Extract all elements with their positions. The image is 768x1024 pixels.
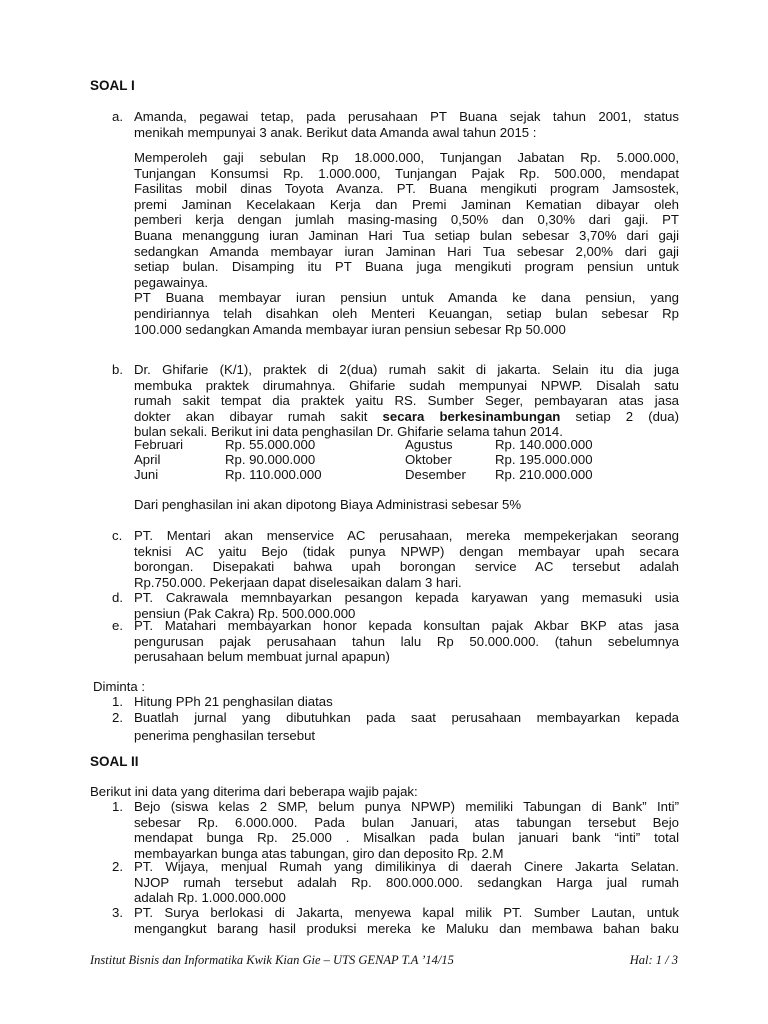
item-e-text: [134, 618, 679, 665]
soal2-item-2-marker: 2.: [112, 859, 123, 874]
income-amount-6: Rp. 210.000.000: [495, 467, 593, 482]
text-line: pengurusan pajak perusahaan tahun lalu Rp 50.000.000. (tahun sebelumnya: [134, 633, 679, 649]
text-line: sedangkan Amanda membayar iuran Jaminan Hari Tua sebesar 2,00% dari gaji: [134, 243, 679, 259]
soal-2-intro: Berikut ini data yang diterima dari beberapa wajib pajak:: [90, 784, 418, 799]
text-line: mengangkut barang hasil produksi mereka ke Maluku dan membawa bahan baku: [134, 920, 679, 936]
footer-institution: Institut Bisnis dan Informatika Kwik Kian Gie – UTS GENAP T.A ’14/15: [90, 953, 454, 967]
text-line: setiap bulan. Disamping itu PT Buana juga mengikuti program pensiun untuk: [134, 259, 679, 275]
text-line: [134, 409, 679, 425]
soal-2-heading: SOAL II: [90, 754, 139, 769]
item-a-marker: a.: [112, 109, 123, 124]
text-line: sebesar Rp. 6.000.000. Pada bulan Januari, atas tabungan tersebut Bejo: [134, 814, 679, 830]
text-line: adalah Rp. 1.000.000.000: [134, 890, 286, 906]
text-line: 100.000 sedangkan Amanda membayar iuran pensiun sebesar Rp 50.000: [134, 321, 566, 337]
text-run: dokter akan dibayar rumah sakit: [134, 408, 383, 424]
text-line: menikah mempunyai 3 anak. Berikut data Amanda awal tahun 2015 :: [134, 124, 537, 140]
text-line: pegawainya.: [134, 274, 209, 290]
text-run: setiap 2 (dua): [560, 408, 679, 424]
income-amount-2: Rp. 140.000.000: [495, 437, 593, 452]
text-line: bulan sekali. Berikut ini data penghasilan Dr. Ghifarie selama tahun 2014.: [134, 424, 563, 440]
income-month-2: Agustus: [405, 437, 453, 452]
diminta-label: Diminta :: [93, 679, 146, 694]
soal2-item-3-marker: 3.: [112, 905, 123, 920]
task-1-marker: 1.: [112, 694, 123, 709]
soal2-item-1-text: [134, 799, 679, 861]
text-line: pensiun (Pak Cakra) Rp. 500.000.000: [134, 605, 356, 621]
item-e-marker: e.: [112, 618, 123, 633]
text-line: PT. Matahari membayarkan honor kepada konsultan pajak Akbar BKP atas jasa: [134, 618, 679, 633]
item-c-text: [134, 528, 679, 590]
text-line: Bejo (siswa kelas 2 SMP, belum punya NPWP) memiliki Tabungan di Bank” Inti”: [134, 799, 679, 814]
income-amount-1: Rp. 55.000.000: [225, 437, 316, 452]
text-line: PT. Mentari akan menservice AC perusahaan, mereka mempekerjakan seorang: [134, 528, 679, 543]
text-line: Buatlah jurnal yang dibutuhkan pada saat perusahaan membayarkan kepada: [134, 710, 679, 725]
text-line: pendiriannya telah disahkan oleh Menteri Keuangan, setiap bulan sebesar Rp: [134, 305, 679, 321]
text-line: perusahaan belum membuat jurnal apapun): [134, 649, 390, 665]
text-line: teknisi AC yaitu Bejo (tidak punya NPWP) dengan membayar upah secara: [134, 543, 679, 559]
text-line: membayarkan bunga atas tabungan, giro dan deposito Rp. 2.M: [134, 845, 504, 861]
item-d-text: [134, 590, 679, 621]
text-line: PT. Cakrawala memnbayarkan pesangon kepada karyawan yang memasuki usia: [134, 590, 679, 605]
item-a-details: [134, 150, 679, 337]
text-line: penerima penghasilan tersebut: [134, 727, 316, 743]
income-amount-3: Rp. 90.000.000: [225, 452, 316, 467]
text-line: Tunjangan Konsumsi Rp. 1.000.000, Tunjangan Pajak Rp. 500.000, mendapat: [134, 165, 679, 181]
emphasis-text: secara berkesinambungan: [382, 408, 561, 424]
soal2-item-1-marker: 1.: [112, 799, 123, 814]
item-b-marker: b.: [112, 362, 123, 377]
text-line: mendapat bunga Rp. 25.000 . Misalkan pada bulan januari bank “inti” total: [134, 830, 679, 846]
income-month-3: April: [134, 452, 161, 467]
item-d-marker: d.: [112, 590, 123, 605]
item-b-note: Dari penghasilan ini akan dipotong Biaya Administrasi sebesar 5%: [134, 497, 522, 512]
item-b-text: [134, 362, 679, 440]
text-line: Amanda, pegawai tetap, pada perusahaan PT Buana sejak tahun 2001, status: [134, 109, 679, 124]
text-line: borongan. Disepakati bahwa upah borongan service AC tersebut adalah: [134, 559, 679, 575]
income-amount-5: Rp. 110.000.000: [225, 467, 322, 482]
text-line: premi Jaminan Kecelakaan Kerja dan Premi Jaminan Kematian dibayar oleh: [134, 196, 679, 212]
text-line: PT. Wijaya, menjual Rumah yang dimilikinya di daerah Cinere Jakarta Selatan.: [134, 859, 679, 874]
text-line: NJOP rumah tersebut adalah Rp. 800.000.000. sedangkan Harga jual rumah: [134, 874, 679, 890]
soal2-item-2-text: [134, 859, 679, 906]
soal-1-heading: SOAL I: [90, 78, 135, 93]
item-a-intro: [134, 109, 679, 140]
income-month-5: Juni: [134, 467, 159, 482]
income-amount-4: Rp. 195.000.000: [495, 452, 593, 467]
text-line: Rp.750.000. Pekerjaan dapat diselesaikan dalam 3 hari.: [134, 574, 462, 590]
page-footer: [90, 953, 678, 968]
text-line: pemberi kerja dengan jumlah masing-masing 0,50% dan 0,30% dari gaji. PT: [134, 212, 679, 228]
income-month-4: Oktober: [405, 452, 452, 467]
income-month-1: Februari: [134, 437, 184, 452]
soal2-item-3-text: [134, 905, 679, 936]
item-c-marker: c.: [112, 528, 123, 543]
footer-page-number: Hal: 1 / 3: [629, 953, 678, 967]
text-line: PT Buana membayar iuran pensiun untuk Amanda ke dana pensiun, yang: [134, 290, 679, 306]
text-line: Buana menanggung iuran Jaminan Hari Tua setiap bulan sebesar 3,70% dari gaji: [134, 227, 679, 243]
text-line: rumah sakit tempat dia praktek yaitu RS. Sumber Seger, pembayaran atas jasa: [134, 393, 679, 409]
income-month-6: Desember: [405, 467, 466, 482]
text-line: Fasilitas mobil dinas Toyota Avanza. PT. Buana mengikuti program Jamsostek,: [134, 181, 679, 197]
text-line: membuka praktek dirumahnya. Ghifarie sudah mempunyai NPWP. Disalah satu: [134, 377, 679, 393]
task-2-marker: 2.: [112, 710, 123, 725]
task-2-text: [134, 710, 679, 743]
text-line: Dr. Ghifarie (K/1), praktek di 2(dua) rumah sakit di jakarta. Selain itu dia juga: [134, 362, 679, 377]
task-1-text: Hitung PPh 21 penghasilan diatas: [134, 694, 333, 709]
text-line: Memperoleh gaji sebulan Rp 18.000.000, Tunjangan Jabatan Rp. 5.000.000,: [134, 150, 679, 165]
text-line: PT. Surya berlokasi di Jakarta, menyewa kapal milik PT. Sumber Lautan, untuk: [134, 905, 679, 920]
